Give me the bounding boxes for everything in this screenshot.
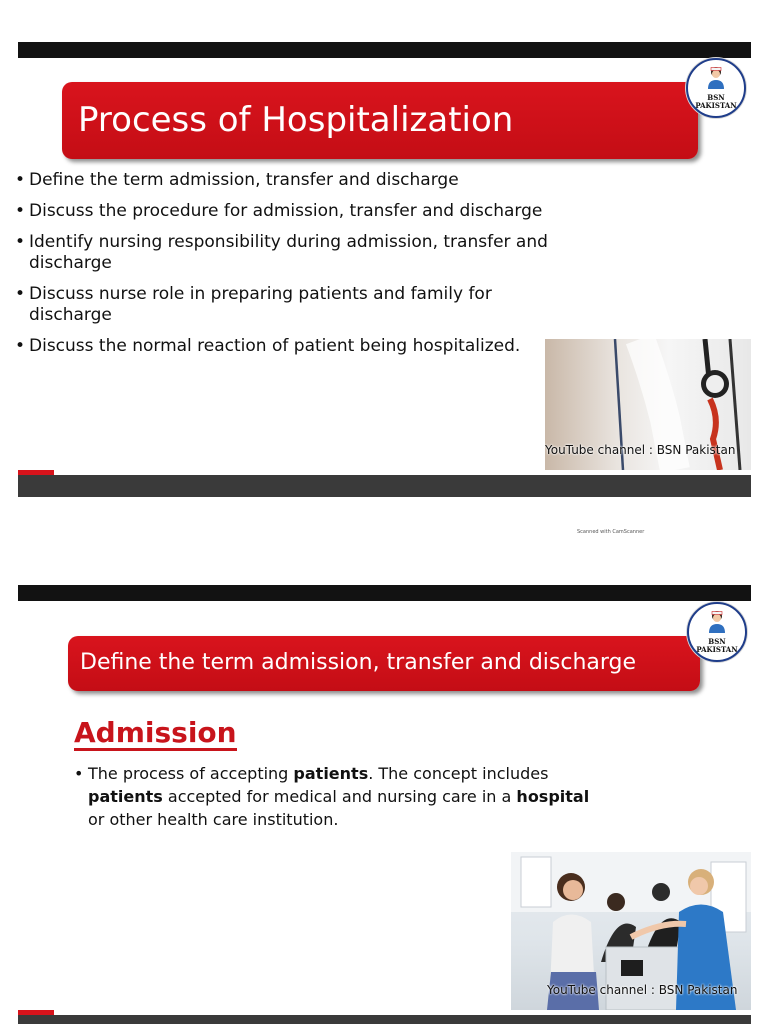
- slide1-bottom-bar: [18, 475, 751, 497]
- list-item: • Discuss nurse role in preparing patients and family for discharge: [15, 284, 575, 326]
- slide2-youtube-watermark: YouTube channel : BSN Pakistan: [547, 983, 738, 997]
- slide2-bsn-logo: [687, 602, 747, 662]
- slide2-reception-photo: [511, 852, 751, 1010]
- admission-heading: Admission: [74, 716, 237, 749]
- slide1-bullet-list: [15, 170, 575, 357]
- slide2-logo-text: BSN PAKISTAN: [696, 637, 738, 654]
- slide2-top-bar: [18, 585, 751, 601]
- slide1-title: Process of Hospitalization: [78, 100, 514, 140]
- slide2-title: Define the term admission, transfer and discharge: [80, 650, 637, 675]
- list-item: • Identify nursing responsibility during admission, transfer and discharge: [15, 232, 575, 274]
- list-item: • The process of accepting patients. The concept includes patients accepted for medical and nursing care in a hospital or other health care institution.: [74, 762, 604, 831]
- nurse-avatar-icon: [704, 65, 728, 89]
- scanned-note: Scanned with CamScanner: [577, 529, 645, 535]
- slide1-top-bar: [18, 42, 751, 58]
- slide2-bullet-list: [74, 762, 604, 831]
- slide1-logo-text: BSN PAKISTAN: [695, 93, 737, 110]
- slide1-title-banner: [62, 82, 698, 159]
- slide1-bsn-logo: [686, 58, 746, 118]
- list-item: • Define the term admission, transfer and discharge: [15, 170, 575, 191]
- slide1-doctor-photo: [545, 339, 751, 470]
- slide2-bottom-bar: [18, 1015, 751, 1024]
- list-item: • Discuss the procedure for admission, transfer and discharge: [15, 201, 575, 222]
- list-item: • Discuss the normal reaction of patient being hospitalized.: [15, 336, 575, 357]
- nurse-avatar-icon: [705, 609, 729, 633]
- slide1-youtube-watermark: YouTube channel : BSN Pakistan: [545, 443, 736, 457]
- slide2-title-banner: [68, 636, 700, 691]
